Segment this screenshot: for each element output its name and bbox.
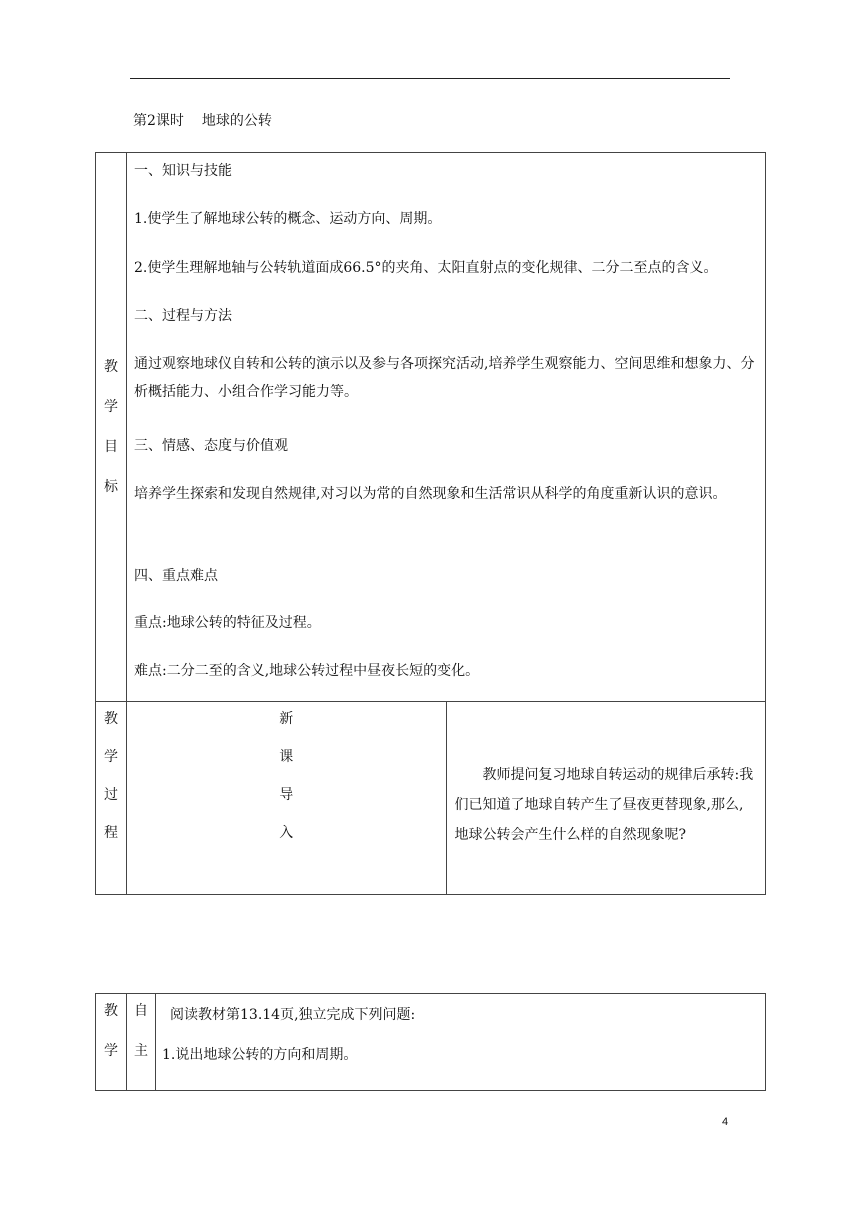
lesson-plan-table: [95, 152, 766, 895]
process-label-char: 教: [104, 711, 118, 727]
lesson-name: 地球的公转: [201, 113, 272, 129]
self-study-label-cell: [127, 994, 156, 1091]
objectives-label-char: 教: [104, 359, 118, 375]
header-rule: [130, 78, 730, 79]
intro-label-char: 导: [279, 787, 294, 803]
process2-label-char: 学: [104, 1043, 118, 1059]
difficult-point: 难点:二分二至的含义,地球公转过程中昼夜长短的变化。: [134, 663, 480, 679]
intro-label-cell: [127, 702, 447, 895]
process-label-char: 过: [104, 787, 118, 803]
objectives-label-char: 目: [104, 439, 118, 455]
objective-heading: 一、知识与技能: [134, 163, 232, 179]
lesson-title: [133, 110, 272, 130]
objective-heading: 二、过程与方法: [134, 308, 232, 324]
question-item: 1.说出地球公转的方向和周期。: [162, 1047, 358, 1063]
objectives-label-char: 学: [104, 399, 118, 415]
key-point: 重点:地球公转的特征及过程。: [134, 615, 321, 631]
process-label-char: 学: [104, 749, 118, 765]
page-number: 4: [722, 1116, 729, 1128]
process2-label-cell: [96, 994, 127, 1091]
self-study-label-char: 自: [134, 1003, 148, 1019]
objectives-label-char: 标: [104, 479, 118, 495]
intro-content: [446, 702, 766, 895]
objective-item: 通过观察地球仪自转和公转的演示以及参与各项探究活动,培养学生观察能力、空间思维和想象力、分析概括能力、小组合作学习能力等。: [134, 356, 755, 400]
process-label-cell: [96, 702, 127, 895]
self-study-content: [156, 994, 766, 1091]
objective-item: 2.使学生理解地轴与公转轨道面成66.5°的夹角、太阳直射点的变化规律、二分二至点的含义。: [134, 260, 718, 276]
self-study-label-char: 主: [134, 1043, 148, 1059]
objective-item: 培养学生探索和发现自然规律,对习以为常的自然现象和生活常识从科学的角度重新认识的意识。: [134, 486, 727, 502]
intro-label-char: 新: [279, 711, 294, 727]
process-label-char: 程: [104, 825, 118, 841]
intro-label-char: 入: [279, 825, 294, 841]
objective-item: 1.使学生了解地球公转的概念、运动方向、周期。: [134, 211, 442, 227]
intro-label-char: 课: [279, 749, 294, 765]
lesson-number: 第2课时: [133, 113, 184, 129]
objectives-label-cell: [96, 153, 127, 702]
reading-instruction: 阅读教材第13.14页,独立完成下列问题:: [170, 1007, 416, 1023]
intro-text: 教师提问复习地球自转运动的规律后承转:我们已知道了地球自转产生了昼夜更替现象,那么,地球公转会产生什么样的自然现象呢?: [454, 767, 754, 843]
lesson-plan-table-continued: [95, 993, 766, 1091]
objective-heading: 三、情感、态度与价值观: [134, 438, 288, 454]
process2-label-char: 教: [104, 1003, 118, 1019]
objectives-content: [127, 153, 766, 702]
objective-heading: 四、重点难点: [134, 568, 218, 584]
